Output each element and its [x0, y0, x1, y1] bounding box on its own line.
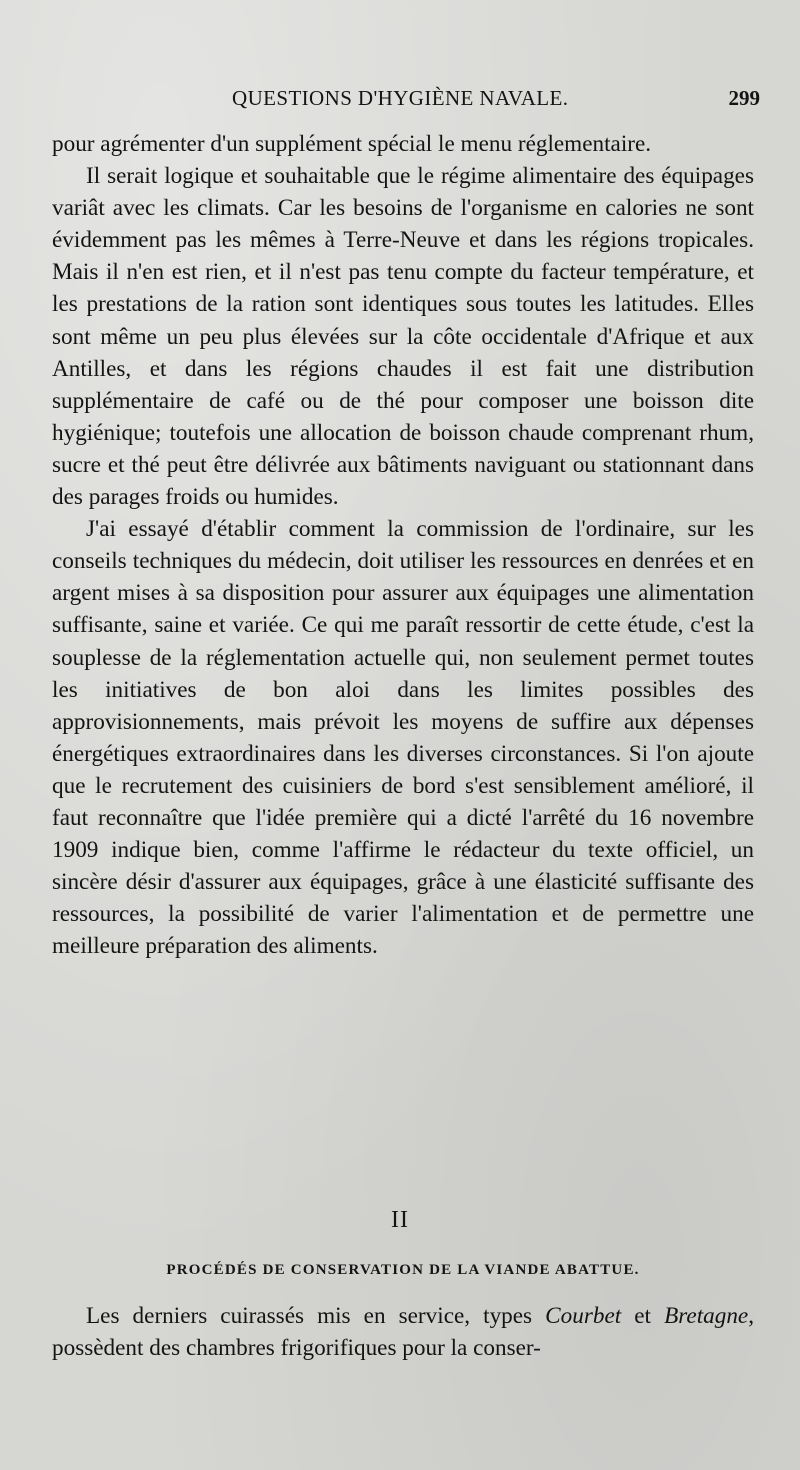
- section-text-part-3: , possèdent des chambres frigorifiques pour la conser-: [52, 1303, 755, 1362]
- ship-name-courbet: Courbet: [545, 1303, 622, 1329]
- paragraph-section-opening: [52, 1300, 754, 1364]
- section-number: II: [391, 1207, 409, 1233]
- running-head: [52, 86, 764, 120]
- body-text: [52, 128, 754, 962]
- paragraph-climates: Il serait logique et souhaitable que le régime alimentaire des équipages variât avec les climats. Car les besoins de l'organisme en calories ne sont évidemment pas les mêmes à Terre-Neuve et dans les régions tropicales. Mais il n'en est rien, et il n'est pas tenu compte du facteur température, et les prestations de la ration sont identiques sous toutes les latitudes. Elles sont même un peu plus élevées sur la côte occidentale d'Afrique et aux Antilles, et dans les régions chaudes il est fait une distribution supplémentaire de café ou de thé pour composer une boisson dite hygiénique; toutefois une allocation de boisson chaude comprenant rhum, sucre et thé peut être délivrée aux bâtiments naviguant ou stationnant dans des parages froids ou humides.: [52, 163, 754, 511]
- section-text: [52, 1300, 754, 1364]
- running-title: QUESTIONS D'HYGIÈNE NAVALE.: [232, 86, 569, 110]
- ship-name-bretagne: Bretagne: [664, 1303, 749, 1329]
- section-text-part-2: et: [621, 1303, 665, 1329]
- paragraph-continuation: pour agrémenter d'un supplément spécial le menu réglementaire.: [52, 131, 652, 157]
- section-title: PROCÉDÉS DE CONSERVATION DE LA VIANDE ABATTUE.: [166, 1262, 640, 1278]
- page-number: 299: [728, 86, 760, 110]
- paragraph-commission: J'ai essayé d'établir comment la commission de l'ordinaire, sur les conseils techniques du médecin, doit utiliser les ressources en denrées et en argent mises à sa disposition pour assurer aux équipages une alimentation suffisante, saine et variée. Ce qui me paraît ressortir de cette étude, c'est la souplesse de la réglementation actuelle qui, non seulement permet toutes les initiatives de bon aloi dans les limites possibles des approvisionnements, mais prévoit les moyens de suffire aux dépenses énergétiques extraordinaires dans les diverses circonstances. Si l'on ajoute que le recrutement des cuisiniers de bord s'est sensiblement amélioré, il faut reconnaître que l'idée première qui a dicté l'arrêté du 16 novembre 1909 indique bien, comme l'affirme le rédacteur du texte officiel, un sincère désir d'assurer aux équipages, grâce à une élasticité suffisante des ressources, la possibilité de varier l'alimentation et de permettre une meilleure préparation des aliments.: [52, 516, 754, 960]
- section-text-part-1: Les derniers cuirassés mis en service, types: [86, 1303, 546, 1329]
